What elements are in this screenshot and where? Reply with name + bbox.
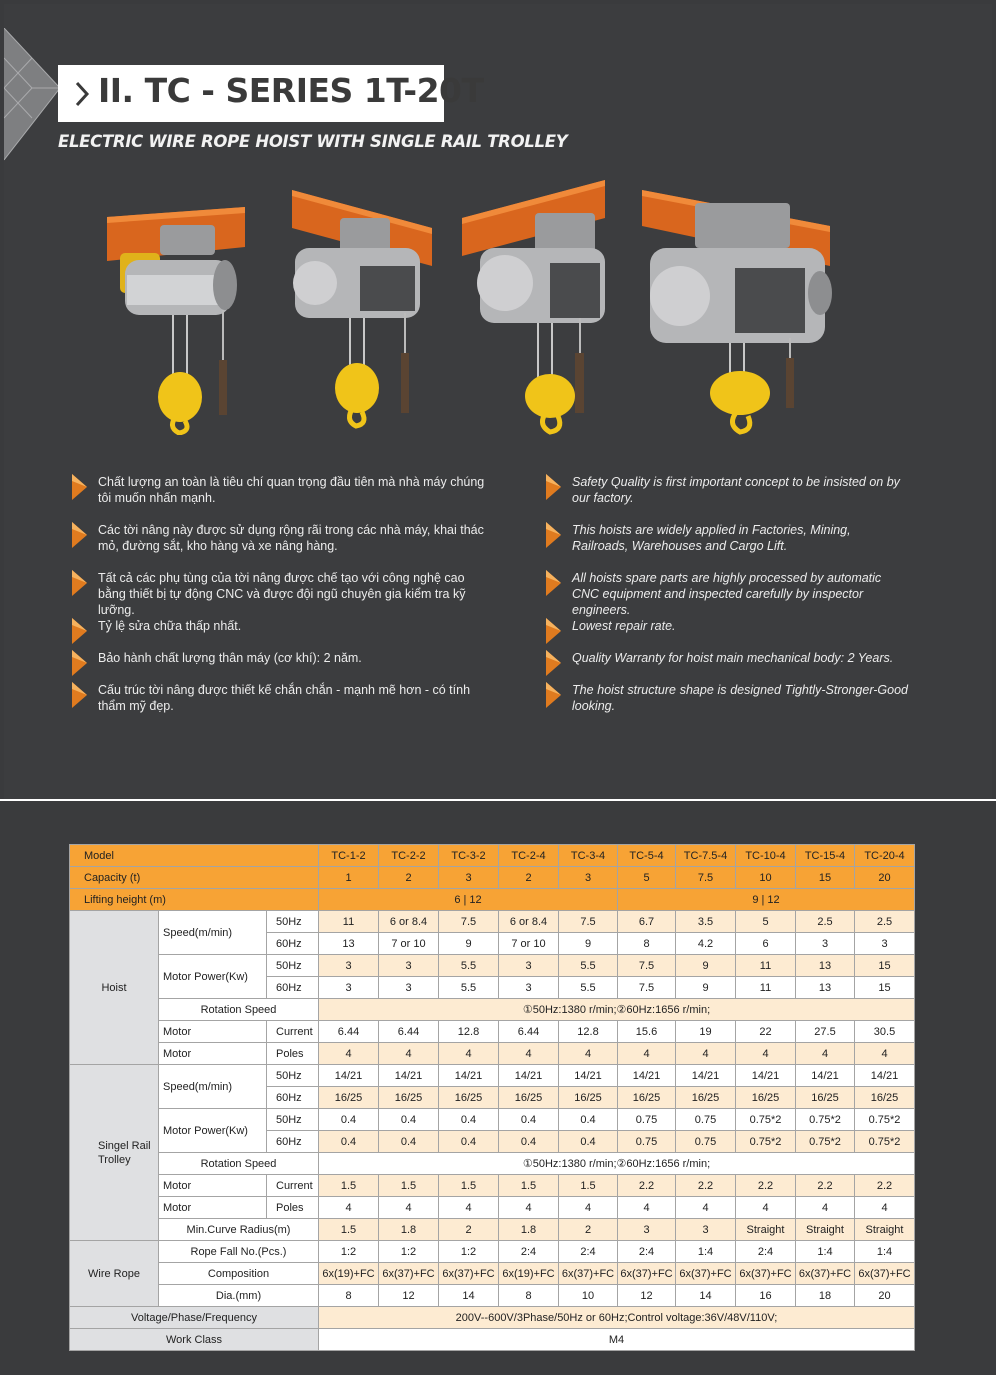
label-motor-power: Motor Power(Kw)	[159, 955, 267, 999]
cell-value: 16/25	[379, 1087, 439, 1109]
label-motor: Motor	[159, 1021, 267, 1043]
feature-text: Tỷ lệ sửa chữa thấp nhất.	[98, 619, 242, 633]
features-english	[546, 474, 908, 714]
cell-value: 15	[855, 977, 915, 999]
row-trolley-power-50	[70, 1109, 915, 1131]
cell-value: 6x(37)+FC	[676, 1263, 736, 1285]
cell-value: 2.2	[676, 1175, 736, 1197]
row-trolley-poles	[70, 1197, 915, 1219]
cell-value: 3.5	[676, 911, 736, 933]
cell-value: 0.75	[676, 1131, 736, 1153]
feature-text: The hoist structure shape is designed Tightly-Stronger-Good looking.	[572, 683, 908, 713]
cell-capacity: 3	[439, 867, 499, 889]
cell-value: 0.4	[379, 1131, 439, 1153]
cell-value: 9	[676, 977, 736, 999]
row-capacity	[70, 867, 915, 889]
cell-lifting-height: 9 | 12	[618, 889, 915, 911]
cell-value: 2:4	[736, 1241, 796, 1263]
cell-value: 3	[319, 977, 379, 999]
cell-value: 3	[379, 977, 439, 999]
hoist-image-3	[460, 178, 620, 443]
cell-value: 3	[618, 1219, 676, 1241]
cell-capacity: 2	[379, 867, 439, 889]
label-current: Current	[267, 1021, 319, 1043]
cell-value: 4	[379, 1197, 439, 1219]
cell-value: 0.75	[676, 1109, 736, 1131]
cell-value: 2:4	[618, 1241, 676, 1263]
label-work-class: Work Class	[70, 1329, 319, 1351]
label-speed: Speed(m/min)	[159, 1065, 267, 1109]
cell-value: 14	[676, 1285, 736, 1307]
feature-text: Safety Quality is first important concept to be insisted on by our factory.	[572, 475, 900, 505]
label-60hz: 60Hz	[267, 977, 319, 999]
arrow-bullet-icon	[546, 522, 562, 548]
arrow-bullet-icon	[546, 682, 562, 708]
cell-capacity: 20	[855, 867, 915, 889]
feature-item	[546, 650, 908, 682]
feature-item	[72, 618, 492, 650]
cell-value: 4	[559, 1043, 618, 1065]
row-hoist-current	[70, 1021, 915, 1043]
cell-value: 0.75*2	[796, 1131, 855, 1153]
cell-rotation-speed: ①50Hz:1380 r/min;②60Hz:1656 r/min;	[319, 999, 915, 1021]
arrow-bullet-icon	[546, 570, 562, 596]
cell-value: 1.5	[499, 1175, 559, 1197]
feature-item	[72, 650, 492, 682]
cell-value: 0.75	[618, 1109, 676, 1131]
cell-value: 19	[676, 1021, 736, 1043]
cell-value: 14/21	[796, 1065, 855, 1087]
feature-text: Bảo hành chất lượng thân máy (cơ khí): 2 năm.	[98, 651, 362, 665]
label-60hz: 60Hz	[267, 933, 319, 955]
feature-text: Cấu trúc tời nâng được thiết kế chắn chắn - mạnh mẽ hơn - có tính thẩm mỹ đẹp.	[98, 683, 471, 713]
cell-value: 13	[319, 933, 379, 955]
row-hoist-speed-50	[70, 911, 915, 933]
cell-value: 14/21	[319, 1065, 379, 1087]
cell-value: 20	[855, 1285, 915, 1307]
cell-value: 14/21	[618, 1065, 676, 1087]
cell-value: 4	[439, 1197, 499, 1219]
cell-value: 15	[855, 955, 915, 977]
label-50hz: 50Hz	[267, 911, 319, 933]
cell-value: 4	[618, 1043, 676, 1065]
cell-value: 6 or 8.4	[499, 911, 559, 933]
cell-model: TC-20-4	[855, 845, 915, 867]
label-speed: Speed(m/min)	[159, 911, 267, 955]
feature-item	[72, 682, 492, 714]
feature-item	[72, 474, 492, 522]
cell-value: 0.4	[439, 1131, 499, 1153]
feature-item	[72, 522, 492, 570]
arrow-bullet-icon	[546, 650, 562, 676]
cell-value: 4	[855, 1043, 915, 1065]
cell-capacity: 3	[559, 867, 618, 889]
arrow-bullet-icon	[72, 618, 88, 644]
cell-value: 0.75*2	[855, 1131, 915, 1153]
cell-value: 16/25	[855, 1087, 915, 1109]
cell-value: 5.5	[559, 977, 618, 999]
cell-value: 0.4	[559, 1109, 618, 1131]
cell-value: 6x(37)+FC	[736, 1263, 796, 1285]
cell-value: 3	[379, 955, 439, 977]
cell-value: 0.75	[618, 1131, 676, 1153]
cell-value: 16/25	[676, 1087, 736, 1109]
cell-value: 1.5	[319, 1175, 379, 1197]
cell-value: 6x(37)+FC	[559, 1263, 618, 1285]
feature-text: Các tời nâng này được sử dụng rộng rãi trong các nhà máy, khai thác mỏ, đường sắt, kho hàng và xe nâng hàng.	[98, 523, 484, 553]
feature-text: This hoists are widely applied in Factories, Mining, Railroads, Warehouses and Cargo Lift.	[572, 523, 851, 553]
cell-value: 1.5	[319, 1219, 379, 1241]
cell-value: 7.5	[439, 911, 499, 933]
feature-item	[72, 570, 492, 618]
row-min-curve-radius	[70, 1219, 915, 1241]
cell-value: 11	[736, 977, 796, 999]
hoist-image-2	[290, 188, 440, 438]
cell-value: 0.4	[499, 1109, 559, 1131]
cell-value: 18	[796, 1285, 855, 1307]
label-voltage: Voltage/Phase/Frequency	[70, 1307, 319, 1329]
feature-item	[546, 474, 908, 522]
feature-text: Chất lượng an toàn là tiêu chí quan trọng đầu tiên mà nhà máy chúng tôi muốn nhấn mạnh.	[98, 475, 485, 505]
cell-value: 1:2	[439, 1241, 499, 1263]
cell-value: 4	[618, 1197, 676, 1219]
cell-value: 0.4	[439, 1109, 499, 1131]
row-lifting-height	[70, 889, 915, 911]
cell-value: 3	[499, 977, 559, 999]
section-title-box	[58, 65, 484, 122]
arrow-bullet-icon	[72, 474, 88, 500]
cell-value: 3	[319, 955, 379, 977]
label-composition: Composition	[159, 1263, 319, 1285]
cell-value: 16	[736, 1285, 796, 1307]
cell-value: 5	[736, 911, 796, 933]
row-voltage	[70, 1307, 915, 1329]
label-lifting-height: Lifting height (m)	[70, 889, 319, 911]
cell-value: 8	[618, 933, 676, 955]
cell-capacity: 1	[319, 867, 379, 889]
cell-value: 27.5	[796, 1021, 855, 1043]
cell-value: 12.8	[439, 1021, 499, 1043]
cell-value: 2.5	[855, 911, 915, 933]
cell-value: 6.44	[319, 1021, 379, 1043]
cell-model: TC-2-4	[499, 845, 559, 867]
cell-value: 16/25	[319, 1087, 379, 1109]
label-model: Model	[70, 845, 319, 867]
cell-value: 30.5	[855, 1021, 915, 1043]
hoist-image-4	[640, 188, 840, 443]
cell-value: 16/25	[618, 1087, 676, 1109]
cell-capacity: 10	[736, 867, 796, 889]
cell-value: 7.5	[618, 977, 676, 999]
cell-value: 4	[379, 1043, 439, 1065]
arrow-bullet-icon	[72, 682, 88, 708]
feature-item	[546, 682, 908, 714]
row-model	[70, 845, 915, 867]
label-50hz: 50Hz	[267, 1065, 319, 1087]
cell-value: 5.5	[559, 955, 618, 977]
row-rope-fall	[70, 1241, 915, 1263]
hoist-image-1	[105, 205, 255, 435]
cell-value: 9	[676, 955, 736, 977]
row-composition	[70, 1263, 915, 1285]
cell-model: TC-15-4	[796, 845, 855, 867]
cell-value: 5.5	[439, 955, 499, 977]
group-trolley: Singel Rail Trolley	[70, 1065, 159, 1241]
label-min-curve: Min.Curve Radius(m)	[159, 1219, 319, 1241]
cell-value: 1:4	[855, 1241, 915, 1263]
cell-value: 14/21	[676, 1065, 736, 1087]
cell-value: 1:2	[379, 1241, 439, 1263]
cell-value: 8	[319, 1285, 379, 1307]
cell-value: 13	[796, 977, 855, 999]
cell-value: 2.2	[736, 1175, 796, 1197]
chevron-right-icon	[74, 81, 90, 107]
cell-value: 4	[499, 1043, 559, 1065]
cell-value: 4	[855, 1197, 915, 1219]
cell-value: 4	[796, 1197, 855, 1219]
cell-value: 4	[676, 1043, 736, 1065]
group-wire-rope: Wire Rope	[70, 1241, 159, 1307]
cell-value: 4	[796, 1043, 855, 1065]
cell-rotation-speed: ①50Hz:1380 r/min;②60Hz:1656 r/min;	[319, 1153, 915, 1175]
cell-value: 5.5	[439, 977, 499, 999]
cell-value: 4.2	[676, 933, 736, 955]
arrow-bullet-icon	[72, 570, 88, 596]
row-trolley-current	[70, 1175, 915, 1197]
label-current: Current	[267, 1175, 319, 1197]
page-subtitle: ELECTRIC WIRE ROPE HOIST WITH SINGLE RAIL TROLLEY	[58, 132, 568, 151]
cell-value: 8	[499, 1285, 559, 1307]
cell-value: 14/21	[499, 1065, 559, 1087]
cell-value: 1:4	[796, 1241, 855, 1263]
cell-value: 14/21	[559, 1065, 618, 1087]
cell-value: 16/25	[736, 1087, 796, 1109]
row-trolley-speed-50	[70, 1065, 915, 1087]
cell-value: 6x(37)+FC	[439, 1263, 499, 1285]
row-hoist-rotation	[70, 999, 915, 1021]
cell-value: 3	[676, 1219, 736, 1241]
row-hoist-poles	[70, 1043, 915, 1065]
cell-value: 0.75*2	[736, 1109, 796, 1131]
cell-value: Straight	[796, 1219, 855, 1241]
arrow-bullet-icon	[72, 650, 88, 676]
cell-value: 6x(37)+FC	[796, 1263, 855, 1285]
cell-value: 6x(37)+FC	[379, 1263, 439, 1285]
cell-value: Straight	[736, 1219, 796, 1241]
cell-value: 0.75*2	[796, 1109, 855, 1131]
label-capacity: Capacity (t)	[70, 867, 319, 889]
cell-value: 4	[736, 1043, 796, 1065]
cell-value: 0.75*2	[736, 1131, 796, 1153]
cell-value: 11	[319, 911, 379, 933]
cell-value: 4	[736, 1197, 796, 1219]
features-vietnamese	[72, 474, 492, 714]
feature-text: All hoists spare parts are highly processed by automatic CNC equipment and inspected carefully by inspector engineers.	[572, 571, 882, 617]
cell-capacity: 7.5	[676, 867, 736, 889]
cell-value: 16/25	[559, 1087, 618, 1109]
cell-work-class: M4	[319, 1329, 915, 1351]
cell-value: 4	[319, 1043, 379, 1065]
cell-value: 4	[499, 1197, 559, 1219]
row-diameter	[70, 1285, 915, 1307]
cell-model: TC-7.5-4	[676, 845, 736, 867]
cell-capacity: 2	[499, 867, 559, 889]
cell-value: 7 or 10	[499, 933, 559, 955]
cell-value: 7.5	[618, 955, 676, 977]
cell-value: 10	[559, 1285, 618, 1307]
cell-value: 1:2	[319, 1241, 379, 1263]
cell-lifting-height: 6 | 12	[319, 889, 618, 911]
row-work-class	[70, 1329, 915, 1351]
cell-value: 12	[618, 1285, 676, 1307]
label-motor: Motor	[159, 1175, 267, 1197]
cell-value: 1:4	[676, 1241, 736, 1263]
label-50hz: 50Hz	[267, 1109, 319, 1131]
feature-item	[546, 522, 908, 570]
cell-value: 6 or 8.4	[379, 911, 439, 933]
cell-value: 0.4	[319, 1131, 379, 1153]
cell-voltage: 200V--600V/3Phase/50Hz or 60Hz;Control voltage:36V/48V/110V;	[319, 1307, 915, 1329]
cell-value: 4	[319, 1197, 379, 1219]
feature-text: Quality Warranty for hoist main mechanical body: 2 Years.	[572, 651, 894, 665]
label-60hz: 60Hz	[267, 1087, 319, 1109]
row-trolley-rotation	[70, 1153, 915, 1175]
cell-value: 16/25	[439, 1087, 499, 1109]
cell-value: 1.5	[559, 1175, 618, 1197]
cell-value: 11	[736, 955, 796, 977]
cell-value: 1.8	[499, 1219, 559, 1241]
cell-value: 7.5	[559, 911, 618, 933]
label-dia: Dia.(mm)	[159, 1285, 319, 1307]
section-divider	[0, 799, 996, 801]
cell-value: 1.5	[379, 1175, 439, 1197]
arrow-bullet-icon	[546, 618, 562, 644]
cell-value: 0.4	[379, 1109, 439, 1131]
cell-value: 9	[439, 933, 499, 955]
cell-model: TC-3-2	[439, 845, 499, 867]
cell-value: 6	[736, 933, 796, 955]
feature-text: Tất cả các phụ tùng của tời nâng được chế tạo với công nghệ cao bằng thiết bị tự động CNC và được đội ngũ chuyên gia kiểm tra kỹ lưỡng.	[98, 571, 466, 617]
cell-value: 2:4	[499, 1241, 559, 1263]
feature-item	[546, 570, 908, 618]
cell-value: 6x(19)+FC	[319, 1263, 379, 1285]
label-poles: Poles	[267, 1197, 319, 1219]
cell-model: TC-3-4	[559, 845, 618, 867]
cell-value: 14/21	[736, 1065, 796, 1087]
label-60hz: 60Hz	[267, 1131, 319, 1153]
cell-value: 0.4	[319, 1109, 379, 1131]
cell-value: 14	[439, 1285, 499, 1307]
cell-capacity: 15	[796, 867, 855, 889]
cell-value: 4	[559, 1197, 618, 1219]
arrow-bullet-icon	[72, 522, 88, 548]
cell-value: 22	[736, 1021, 796, 1043]
cell-value: 0.4	[559, 1131, 618, 1153]
cell-value: 12.8	[559, 1021, 618, 1043]
label-motor: Motor	[159, 1197, 267, 1219]
cell-value: 3	[796, 933, 855, 955]
cell-value: 13	[796, 955, 855, 977]
cell-value: 2:4	[559, 1241, 618, 1263]
cell-model: TC-5-4	[618, 845, 676, 867]
cell-value: 6.44	[499, 1021, 559, 1043]
cell-value: 2	[439, 1219, 499, 1241]
cell-value: 6x(37)+FC	[618, 1263, 676, 1285]
cell-model: TC-10-4	[736, 845, 796, 867]
label-poles: Poles	[267, 1043, 319, 1065]
cell-value: 6x(19)+FC	[499, 1263, 559, 1285]
decorative-triangles	[4, 28, 64, 163]
cell-value: 2	[559, 1219, 618, 1241]
feature-text: Lowest repair rate.	[572, 619, 676, 633]
cell-value: 2.5	[796, 911, 855, 933]
cell-value: 0.4	[499, 1131, 559, 1153]
cell-value: 4	[439, 1043, 499, 1065]
cell-value: 16/25	[796, 1087, 855, 1109]
feature-item	[546, 618, 908, 650]
label-motor: Motor	[159, 1043, 267, 1065]
cell-value: Straight	[855, 1219, 915, 1241]
label-motor-power: Motor Power(Kw)	[159, 1109, 267, 1153]
cell-value: 14/21	[439, 1065, 499, 1087]
cell-value: 14/21	[855, 1065, 915, 1087]
cell-value: 14/21	[379, 1065, 439, 1087]
cell-value: 6x(37)+FC	[855, 1263, 915, 1285]
row-hoist-power-50	[70, 955, 915, 977]
cell-value: 1.8	[379, 1219, 439, 1241]
cell-capacity: 5	[618, 867, 676, 889]
page-title: II. TC - SERIES 1T-20T	[98, 71, 484, 110]
cell-value: 2.2	[618, 1175, 676, 1197]
cell-value: 2.2	[855, 1175, 915, 1197]
spec-table	[69, 844, 915, 1351]
cell-value: 3	[499, 955, 559, 977]
cell-value: 1.5	[439, 1175, 499, 1197]
cell-value: 6.7	[618, 911, 676, 933]
cell-value: 7 or 10	[379, 933, 439, 955]
cell-value: 3	[855, 933, 915, 955]
cell-model: TC-1-2	[319, 845, 379, 867]
label-rotation-speed: Rotation Speed	[159, 999, 319, 1021]
cell-model: TC-2-2	[379, 845, 439, 867]
label-rope-fall: Rope Fall No.(Pcs.)	[159, 1241, 319, 1263]
cell-value: 2.2	[796, 1175, 855, 1197]
label-50hz: 50Hz	[267, 955, 319, 977]
cell-value: 12	[379, 1285, 439, 1307]
cell-value: 6.44	[379, 1021, 439, 1043]
label-rotation-speed: Rotation Speed	[159, 1153, 319, 1175]
cell-value: 4	[676, 1197, 736, 1219]
cell-value: 9	[559, 933, 618, 955]
cell-value: 15.6	[618, 1021, 676, 1043]
cell-value: 16/25	[499, 1087, 559, 1109]
group-hoist: Hoist	[70, 911, 159, 1065]
arrow-bullet-icon	[546, 474, 562, 500]
cell-value: 0.75*2	[855, 1109, 915, 1131]
